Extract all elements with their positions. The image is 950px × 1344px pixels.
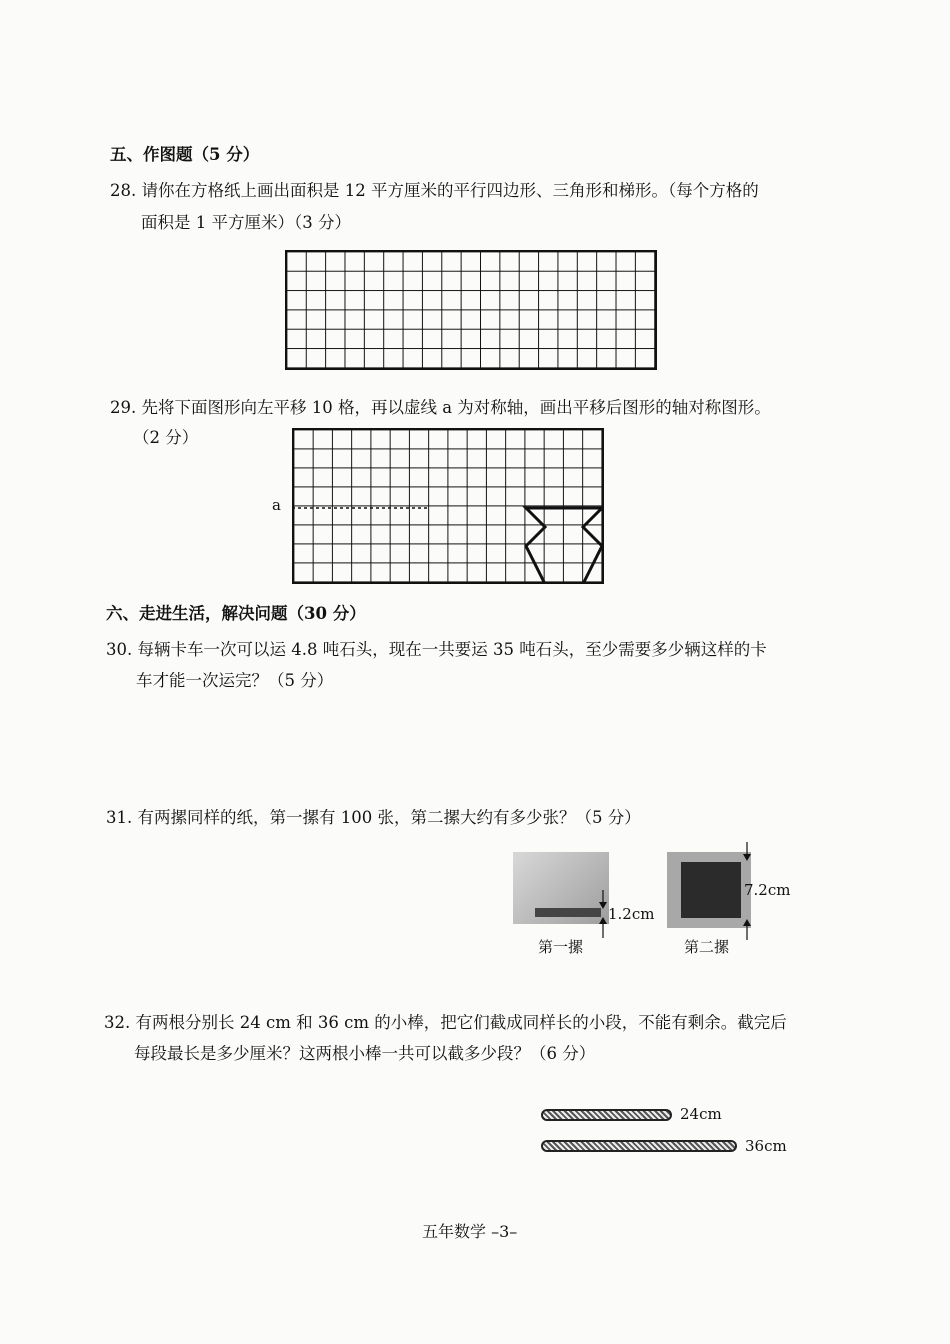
q29-overlay [294, 430, 602, 582]
rod-36cm [541, 1140, 737, 1152]
q32-text-line2: 每段最长是多少厘米？这两根小棒一共可以截多少段？（6 分） [134, 1044, 596, 1063]
stack-1-height-label: 1.2cm [608, 905, 655, 923]
q30-text-line1: 30. 每辆卡车一次可以运 4.8 吨石头，现在一共要运 35 吨石头，至少需要多少辆这样的卡 [106, 640, 767, 659]
paper-stack-1 [535, 908, 601, 917]
page-footer: 五年数学 –3– [422, 1222, 518, 1241]
rod-36cm-label: 36cm [745, 1137, 787, 1155]
q29-text-line1: 29. 先将下面图形向左平移 10 格，再以虚线 a 为对称轴，画出平移后图形的轴对称图形。 [110, 398, 771, 417]
paper-stack-2-photo [667, 852, 751, 928]
stack-2-caption: 第二摞 [684, 938, 730, 956]
stack-1-caption: 第一摞 [538, 938, 584, 956]
paper-stack-2 [681, 862, 741, 918]
vase-shape-figure [526, 508, 602, 582]
section-5-title: 五、作图题（5 分） [110, 145, 260, 164]
q29-grid-paper[interactable] [292, 428, 604, 584]
stack-2-height-label: 7.2cm [744, 881, 791, 899]
section-6-title: 六、走进生活，解决问题（30 分） [106, 604, 366, 623]
paper-stack-1-photo [513, 852, 609, 924]
q29-text-line2: （2 分） [133, 428, 199, 447]
q31-text-line1: 31. 有两摞同样的纸，第一摞有 100 张，第二摞大约有多少张？（5 分） [106, 808, 641, 827]
q28-text-line2: 面积是 1 平方厘米）（3 分） [141, 213, 351, 232]
q28-grid-paper[interactable] [285, 250, 657, 370]
q32-text-line1: 32. 有两根分别长 24 cm 和 36 cm 的小棒，把它们截成同样长的小段，不能有剩余。截完后 [104, 1013, 787, 1032]
rod-24cm [541, 1109, 672, 1121]
q28-text-line1: 28. 请你在方格纸上画出面积是 12 平方厘米的平行四边形、三角形和梯形。（每个方格的 [110, 181, 759, 200]
rod-24cm-label: 24cm [680, 1105, 722, 1123]
q30-text-line2: 车才能一次运完？（5 分） [136, 671, 334, 690]
axis-a-label: a [272, 496, 281, 514]
